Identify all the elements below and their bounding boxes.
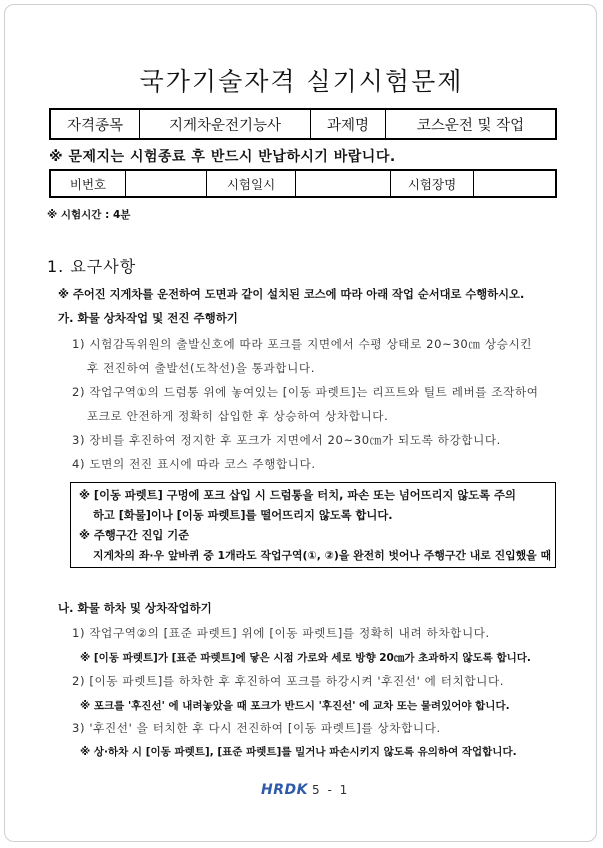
- note-item: ※ 포크를 '후진선' 에 내려놓았을 때 포크가 반드시 '후진선' 에 교차 또는 물려있어야 합니다.: [80, 700, 510, 712]
- list-item: 2) 작업구역①의 드럼통 위에 놓여있는 [이동 파렛트]는 리프트와 틸트 레버를 조작하여: [72, 385, 539, 399]
- caution-line: ※ 주행구간 진입 기준: [79, 529, 190, 542]
- exam-number-field[interactable]: [126, 170, 207, 197]
- label-qualification: 자격종목: [50, 109, 140, 139]
- list-item: 포크로 안전하게 정확히 삽입한 후 상승하여 상차합니다.: [87, 409, 389, 423]
- label-task: 과제명: [311, 109, 386, 139]
- qualification-value: 지게차운전기능사: [140, 109, 311, 139]
- exam-date-field[interactable]: [296, 170, 391, 197]
- caution-line: 지게차의 좌·우 앞바퀴 중 1개라도 작업구역(①, ②)을 완전히 벗어나 주행구간 내로 진입했을 때: [93, 549, 551, 562]
- qualification-table: [49, 108, 557, 140]
- page-title: 국가기술자격 실기시험문제: [139, 67, 464, 96]
- section-heading: 1. 요구사항: [47, 257, 137, 276]
- note-item: ※ [이동 파렛트]가 [표준 파렛트]에 닿은 시점 가로와 세로 방향 20㎝가 초과하지 않도록 합니다.: [80, 652, 531, 664]
- page-number: 5 - 1: [312, 783, 350, 797]
- exam-info-table: [49, 169, 557, 198]
- list-item: 3) 장비를 후진하여 정지한 후 포크가 지면에서 20~30㎝가 되도록 하강합니다.: [72, 433, 501, 447]
- label-exam-date: 시험일시: [207, 170, 296, 197]
- caution-line: ※ [이동 파렛트] 구멍에 포크 삽입 시 드럼통을 터치, 파손 또는 넘어뜨리지 않도록 주의: [79, 489, 516, 502]
- subsection-b-heading: 나. 화물 하차 및 상차작업하기: [58, 601, 212, 615]
- list-item: 2) [이동 파렛트]를 하차한 후 후진하여 포크를 하강시켜 '후진선' 에 터치합니다.: [72, 674, 505, 688]
- hrdk-logo: HRDK: [261, 782, 308, 798]
- caution-line: 하고 [화물]이나 [이동 파렛트]를 떨어뜨리지 않도록 합니다.: [93, 509, 393, 522]
- exam-place-field[interactable]: [474, 170, 557, 197]
- label-exam-number: 비번호: [50, 170, 126, 197]
- note-item: ※ 상·하차 시 [이동 파렛트], [표준 파렛트]를 밀거나 파손시키지 않도록 유의하여 작업합니다.: [80, 746, 517, 758]
- section-intro: ※ 주어진 지게차를 운전하여 도면과 같이 설치된 코스에 따라 아래 작업 순서대로 수행하시오.: [58, 288, 525, 301]
- list-item: 4) 도면의 전진 표시에 따라 코스 주행합니다.: [72, 457, 316, 471]
- list-item: 3) '후진선' 을 터치한 후 다시 전진하여 [이동 파렛트]를 상차합니다.: [72, 721, 441, 735]
- task-value: 코스운전 및 작업: [386, 109, 557, 139]
- list-item: 후 전진하여 출발선(도착선)을 통과합니다.: [87, 361, 315, 375]
- list-item: 1) 작업구역②의 [표준 파렛트] 위에 [이동 파렛트]를 정확히 내려 하차합니다.: [72, 626, 490, 640]
- subsection-a-heading: 가. 화물 상차작업 및 전진 주행하기: [58, 311, 238, 325]
- caution-box: [70, 482, 556, 568]
- exam-time: ※ 시험시간 : 4분: [47, 209, 131, 221]
- list-item: 1) 시험감독위원의 출발신호에 따라 포크를 지면에서 수평 상태로 20~30㎝ 상승시킨: [72, 337, 533, 351]
- label-exam-place: 시험장명: [391, 170, 474, 197]
- return-notice: ※ 문제지는 시험종료 후 반드시 반납하시기 바랍니다.: [49, 149, 396, 165]
